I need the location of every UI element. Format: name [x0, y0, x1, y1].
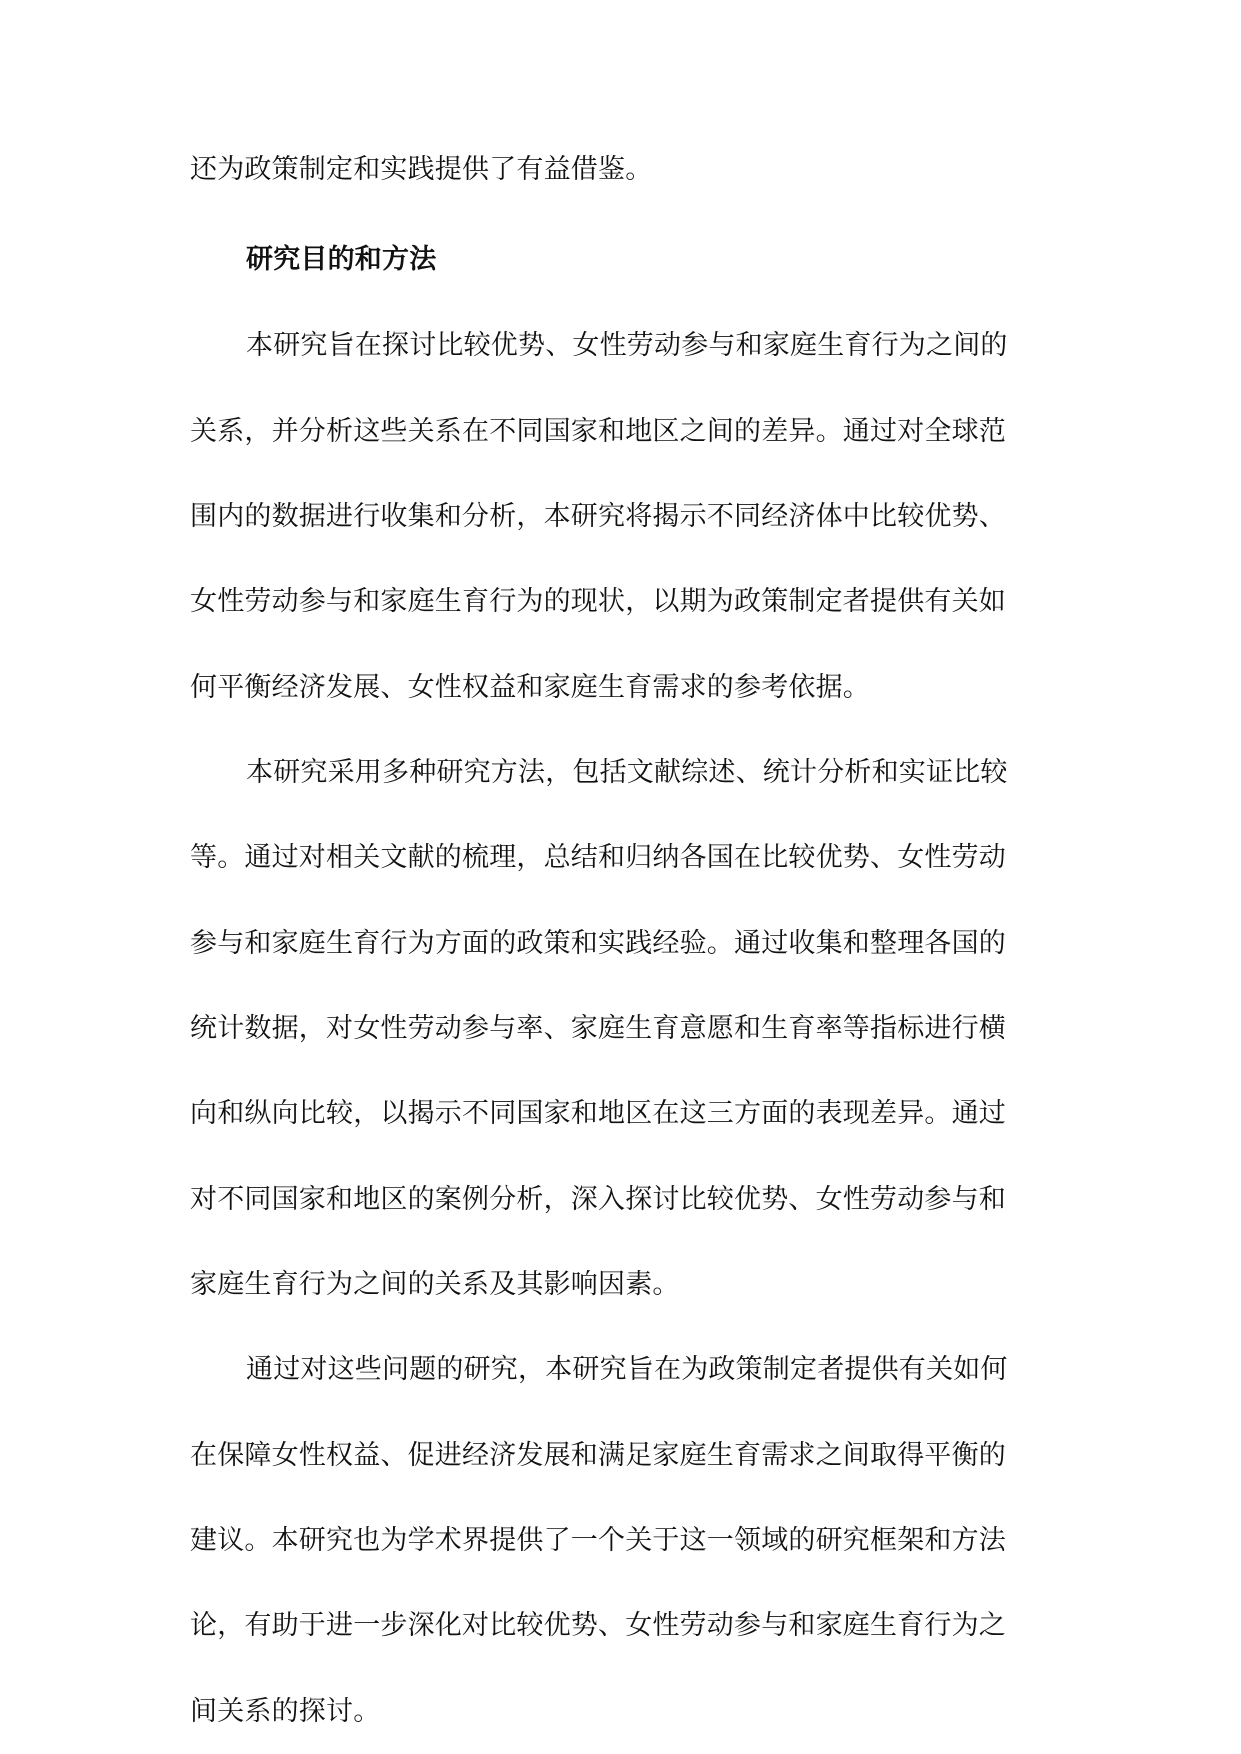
- paragraph-line: 向和纵向比较，以揭示不同国家和地区在这三方面的表现差异。通过: [190, 1098, 1006, 1129]
- paragraph-line: 关系，并分析这些关系在不同国家和地区之间的差异。通过对全球范: [190, 416, 1006, 447]
- paragraph-line: 围内的数据进行收集和分析，本研究将揭示不同经济体中比较优势、: [190, 501, 1006, 532]
- paragraph-line: 论，有助于进一步深化对比较优势、女性劳动参与和家庭生育行为之: [190, 1610, 1006, 1641]
- paragraph-line: 女性劳动参与和家庭生育行为的现状，以期为政策制定者提供有关如: [190, 586, 1006, 617]
- paragraph-line: 在保障女性权益、促进经济发展和满足家庭生育需求之间取得平衡的: [190, 1440, 1006, 1471]
- section-heading: 研究目的和方法: [246, 244, 437, 275]
- paragraph-line: 家庭生育行为之间的关系及其影响因素。: [190, 1269, 680, 1300]
- paragraph-line: 对不同国家和地区的案例分析，深入探讨比较优势、女性劳动参与和: [190, 1184, 1006, 1215]
- paragraph-line: 间关系的探讨。: [190, 1696, 381, 1727]
- paragraph-line: 通过对这些问题的研究，本研究旨在为政策制定者提供有关如何: [246, 1354, 1008, 1385]
- paragraph-line: 本研究旨在探讨比较优势、女性劳动参与和家庭生育行为之间的: [246, 330, 1008, 361]
- paragraph-line: 参与和家庭生育行为方面的政策和实践经验。通过收集和整理各国的: [190, 928, 1006, 959]
- paragraph-line: 建议。本研究也为学术界提供了一个关于这一领域的研究框架和方法: [190, 1525, 1006, 1556]
- paragraph-line: 本研究采用多种研究方法，包括文献综述、统计分析和实证比较: [246, 757, 1008, 788]
- paragraph-line: 等。通过对相关文献的梳理，总结和归纳各国在比较优势、女性劳动: [190, 842, 1006, 873]
- paragraph-line: 统计数据，对女性劳动参与率、家庭生育意愿和生育率等指标进行横: [190, 1013, 1006, 1044]
- intro-tail-line: 还为政策制定和实践提供了有益借鉴。: [190, 154, 653, 185]
- paragraph-line: 何平衡经济发展、女性权益和家庭生育需求的参考依据。: [190, 672, 870, 703]
